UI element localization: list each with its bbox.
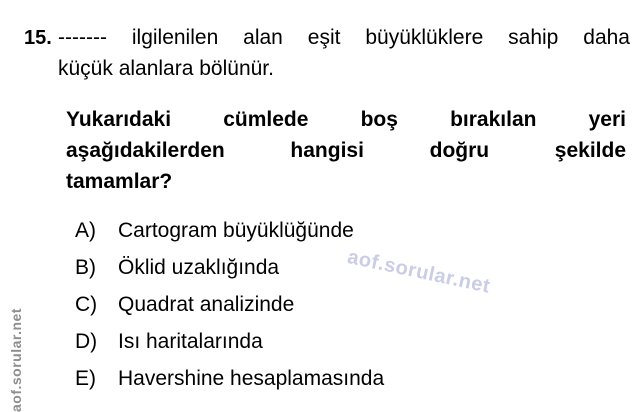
- answer-option-c: [75, 286, 615, 323]
- answer-option-a: [75, 212, 615, 249]
- question-prompt-line-1: Yukarıdaki cümlede boş bırakılan yeri: [66, 108, 626, 131]
- option-letter: A): [75, 219, 96, 242]
- option-text: Havershine hesaplamasında: [118, 367, 385, 390]
- option-text: Isı haritalarında: [118, 330, 263, 353]
- option-letter: B): [75, 256, 96, 279]
- watermark-center: aof.sorular.net: [345, 246, 493, 298]
- answer-option-d: [75, 323, 615, 360]
- option-text: Quadrat analizinde: [118, 293, 295, 316]
- answer-option-e: [75, 360, 615, 397]
- question-stem-line-2: küçük alanlara bölünür.: [58, 57, 274, 80]
- watermark-left: aof.sorular.net: [8, 308, 24, 412]
- question-number: 15.: [24, 27, 52, 49]
- option-text: Öklid uzaklığında: [118, 256, 280, 279]
- question-prompt: [66, 104, 626, 197]
- option-letter: C): [75, 293, 98, 316]
- question-prompt-line-2: aşağıdakilerden hangisi doğru şekilde: [66, 139, 626, 162]
- option-text: Cartogram büyüklüğünde: [118, 219, 354, 242]
- question-stem: [58, 22, 630, 84]
- answer-options-list: [75, 212, 615, 397]
- question-prompt-line-3: tamamlar?: [66, 170, 173, 193]
- question-stem-line-1: ------- ilgilenilen alan eşit büyüklüklere sahip daha: [58, 26, 630, 49]
- option-letter: E): [75, 367, 96, 390]
- answer-option-b: [75, 249, 615, 286]
- option-letter: D): [75, 330, 98, 353]
- watermark-left-container: [8, 293, 30, 412]
